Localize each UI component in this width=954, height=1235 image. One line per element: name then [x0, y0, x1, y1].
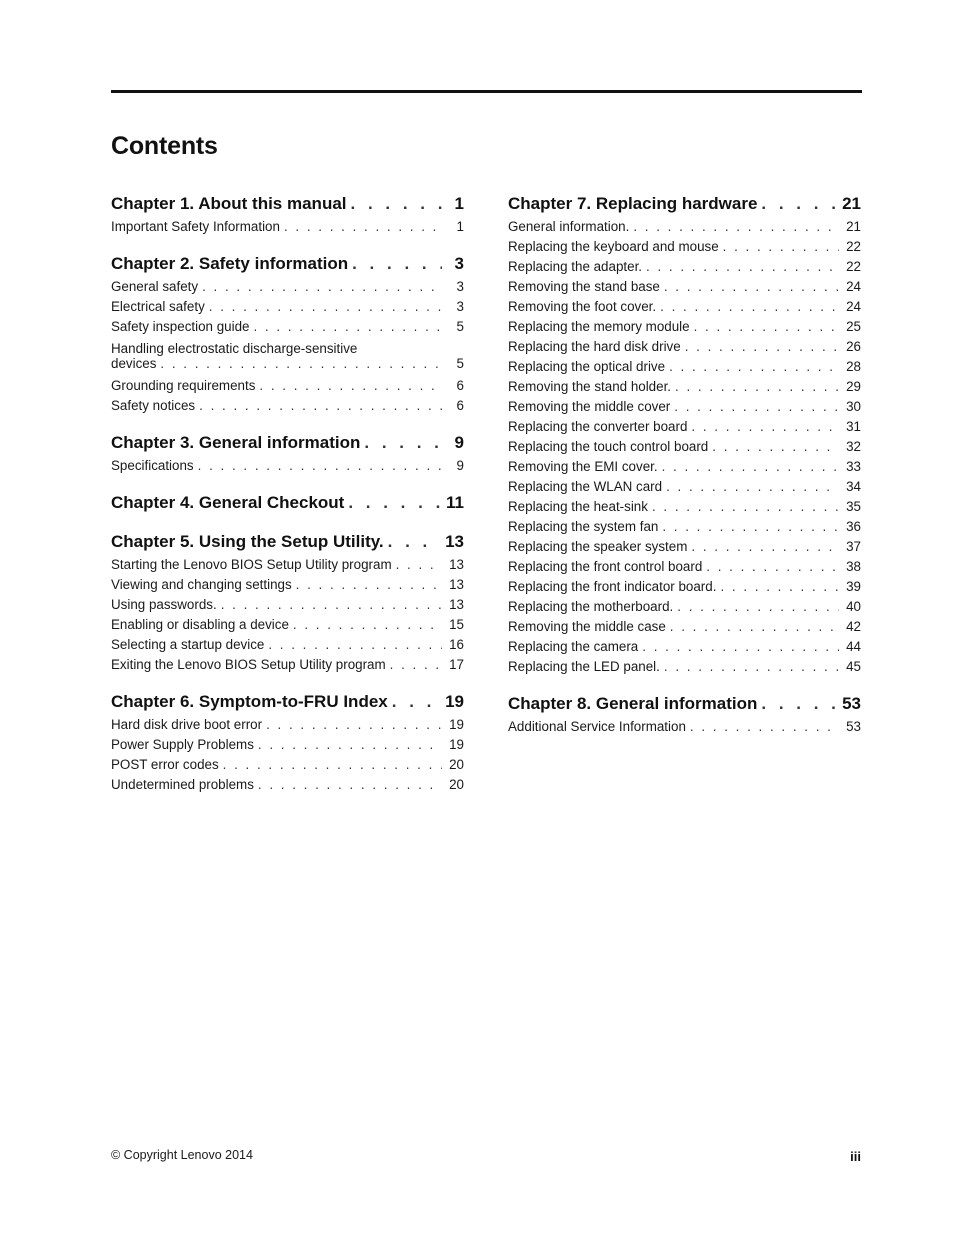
entry-title: Power Supply Problems — [111, 737, 254, 752]
entry-title: Replacing the converter board — [508, 419, 688, 434]
toc-entry-link[interactable] — [508, 657, 861, 677]
chapter-heading-link[interactable] — [111, 252, 464, 276]
entry-title: Replacing the optical drive — [508, 359, 666, 374]
dot-leader — [642, 637, 839, 657]
chapter-page-number: 13 — [445, 532, 464, 551]
entry-title: Using passwords. — [111, 597, 217, 612]
chapter-page-number: 11 — [446, 493, 464, 512]
entry-title: General safety — [111, 279, 199, 294]
dot-leader — [694, 317, 839, 337]
toc-chapter — [508, 192, 861, 677]
toc-entry-link[interactable] — [111, 655, 464, 675]
toc-entry-link[interactable] — [111, 575, 464, 595]
entry-title: Specifications — [111, 458, 194, 473]
dot-leader — [284, 217, 442, 237]
entry-page-number: 19 — [449, 717, 464, 732]
entry-page-number: 13 — [449, 597, 464, 612]
dot-leader — [221, 595, 442, 615]
dot-leader — [202, 277, 442, 297]
toc-entry-link[interactable] — [508, 717, 861, 737]
footer-copyright: © Copyright Lenovo 2014 — [111, 1148, 253, 1162]
entry-page-number: 5 — [456, 356, 464, 371]
entry-title: Enabling or disabling a device — [111, 617, 289, 632]
dot-leader — [348, 491, 442, 515]
entry-title: Starting the Lenovo BIOS Setup Utility program — [111, 557, 392, 572]
chapter-heading-link[interactable] — [508, 192, 861, 216]
dot-leader — [670, 617, 839, 637]
toc-entry-link[interactable] — [508, 457, 861, 477]
toc-entry-link[interactable] — [508, 577, 861, 597]
dot-leader — [296, 575, 442, 595]
entry-title: Electrical safety — [111, 299, 205, 314]
entry-title: Important Safety Information — [111, 219, 280, 234]
dot-leader — [392, 690, 441, 714]
toc-chapter — [508, 692, 861, 737]
toc-entry-link[interactable] — [111, 615, 464, 635]
toc-entry-link[interactable] — [111, 595, 464, 615]
entry-title: devices — [111, 356, 157, 371]
dot-leader — [390, 655, 442, 675]
chapter-title: Chapter 4. General Checkout — [111, 493, 345, 512]
dot-leader — [690, 717, 839, 737]
entry-title: Removing the foot cover. — [508, 299, 657, 314]
entry-title: Replacing the heat-sink — [508, 499, 648, 514]
dot-leader — [664, 657, 839, 677]
entry-title: Removing the EMI cover. — [508, 459, 658, 474]
entry-page-number: 40 — [846, 599, 861, 614]
entry-title: Replacing the hard disk drive — [508, 339, 681, 354]
entry-page-number: 20 — [449, 777, 464, 792]
chapter-title: Chapter 6. Symptom-to-FRU Index — [111, 692, 388, 711]
entry-page-number: 42 — [846, 619, 861, 634]
dot-leader — [268, 635, 442, 655]
entry-page-number: 29 — [846, 379, 861, 394]
page-title: Contents — [111, 132, 218, 160]
entry-title: Replacing the WLAN card — [508, 479, 663, 494]
dot-leader — [352, 252, 442, 276]
entry-title: Additional Service Information — [508, 719, 686, 734]
toc-entry-link[interactable] — [111, 217, 464, 237]
toc-entry-link[interactable] — [508, 337, 861, 357]
entry-page-number: 6 — [456, 378, 464, 393]
toc-entry-link[interactable] — [508, 537, 861, 557]
chapter-page-number: 9 — [454, 433, 464, 452]
dot-leader — [761, 192, 838, 216]
toc-entry-link[interactable] — [508, 437, 861, 457]
dot-leader — [259, 376, 442, 396]
entry-page-number: 17 — [449, 657, 464, 672]
entry-page-number: 45 — [846, 659, 861, 674]
entry-title: Removing the middle cover — [508, 399, 671, 414]
entry-page-number: 13 — [449, 577, 464, 592]
toc-entry-link[interactable] — [111, 376, 464, 396]
entry-title: Replacing the front indicator board. — [508, 579, 717, 594]
dot-leader — [662, 457, 839, 477]
entry-title: Selecting a startup device — [111, 637, 265, 652]
entry-page-number: 22 — [846, 259, 861, 274]
entry-page-number: 39 — [846, 579, 861, 594]
entry-title: Removing the stand base — [508, 279, 660, 294]
dot-leader — [664, 277, 839, 297]
dot-leader — [685, 337, 839, 357]
entry-title: Replacing the memory module — [508, 319, 690, 334]
entry-page-number: 26 — [846, 339, 861, 354]
dot-leader — [677, 597, 839, 617]
toc-entry-link[interactable] — [508, 617, 861, 637]
dot-leader — [160, 356, 442, 371]
dot-leader — [662, 517, 839, 537]
dot-leader — [258, 775, 442, 795]
entry-page-number: 44 — [846, 639, 861, 654]
entry-title: General information. — [508, 219, 630, 234]
entry-title: Removing the stand holder. — [508, 379, 672, 394]
toc-entry-link[interactable] — [508, 317, 861, 337]
entry-page-number: 37 — [846, 539, 861, 554]
entry-page-number: 20 — [449, 757, 464, 772]
toc-entry-link[interactable] — [508, 557, 861, 577]
footer-page-number: iii — [850, 1149, 861, 1164]
entry-page-number: 31 — [846, 419, 861, 434]
dot-leader — [666, 477, 839, 497]
chapter-heading-link[interactable] — [111, 690, 464, 714]
entry-page-number: 19 — [449, 737, 464, 752]
toc-entry-link[interactable] — [111, 341, 464, 376]
dot-leader — [364, 431, 442, 455]
dot-leader — [720, 577, 839, 597]
entry-page-number: 28 — [846, 359, 861, 374]
toc-entry-link[interactable] — [508, 297, 861, 317]
dot-leader — [761, 692, 838, 716]
entry-page-number: 32 — [846, 439, 861, 454]
chapter-title: Chapter 7. Replacing hardware — [508, 194, 758, 213]
dot-leader — [396, 555, 442, 575]
dot-leader — [633, 217, 839, 237]
entry-title: Replacing the speaker system — [508, 539, 688, 554]
toc-entry-link[interactable] — [508, 497, 861, 517]
chapter-title: Chapter 3. General information — [111, 433, 361, 452]
entry-title: Replacing the system fan — [508, 519, 659, 534]
header-rule — [111, 90, 862, 93]
entry-title: Viewing and changing settings — [111, 577, 292, 592]
dot-leader — [675, 377, 839, 397]
entry-title: Safety notices — [111, 398, 196, 413]
chapter-heading-link[interactable] — [111, 491, 464, 515]
toc-entry-link[interactable] — [508, 237, 861, 257]
dot-leader — [660, 297, 839, 317]
entry-page-number: 9 — [456, 458, 464, 473]
entry-page-number: 38 — [846, 559, 861, 574]
entry-title: Replacing the keyboard and mouse — [508, 239, 719, 254]
dot-leader — [712, 437, 839, 457]
dot-leader — [691, 417, 839, 437]
toc-chapter — [111, 431, 464, 476]
dot-leader — [199, 396, 442, 416]
dot-leader — [223, 755, 442, 775]
entry-page-number: 30 — [846, 399, 861, 414]
toc-entry-link[interactable] — [508, 637, 861, 657]
toc-left-column — [111, 192, 464, 796]
toc-chapter — [111, 491, 464, 515]
entry-title: Hard disk drive boot error — [111, 717, 263, 732]
chapter-heading-link[interactable] — [111, 530, 464, 554]
dot-leader — [674, 397, 839, 417]
entry-page-number: 34 — [846, 479, 861, 494]
entry-title: Removing the middle case — [508, 619, 666, 634]
dot-leader — [209, 297, 442, 317]
toc-entry-link[interactable] — [508, 417, 861, 437]
entry-page-number: 24 — [846, 299, 861, 314]
entry-title: Replacing the front control board — [508, 559, 703, 574]
toc-entry-link[interactable] — [111, 635, 464, 655]
toc-chapter — [111, 690, 464, 795]
dot-leader — [723, 237, 839, 257]
entry-page-number: 22 — [846, 239, 861, 254]
entry-page-number: 35 — [846, 499, 861, 514]
entry-page-number: 16 — [449, 637, 464, 652]
chapter-title: Chapter 5. Using the Setup Utility. — [111, 532, 384, 551]
entry-page-number: 5 — [456, 319, 464, 334]
toc-entry-link[interactable] — [508, 517, 861, 537]
dot-leader — [646, 257, 839, 277]
chapter-title: Chapter 8. General information — [508, 694, 758, 713]
entry-page-number: 13 — [449, 557, 464, 572]
dot-leader — [293, 615, 442, 635]
chapter-heading-link[interactable] — [508, 692, 861, 716]
entry-page-number: 21 — [846, 219, 861, 234]
entry-page-number: 3 — [456, 299, 464, 314]
entry-page-number: 6 — [456, 398, 464, 413]
toc-entry-link[interactable] — [111, 317, 464, 337]
entry-title: Safety inspection guide — [111, 319, 250, 334]
toc-chapter — [111, 530, 464, 675]
chapter-heading-link[interactable] — [111, 431, 464, 455]
dot-leader — [388, 530, 441, 554]
toc-entry-link[interactable] — [111, 297, 464, 317]
toc-entry-link[interactable] — [111, 715, 464, 735]
toc-entry-link[interactable] — [508, 597, 861, 617]
entry-title: Replacing the camera — [508, 639, 639, 654]
chapter-page-number: 3 — [454, 254, 464, 273]
dot-leader — [258, 735, 442, 755]
toc-entry-link[interactable] — [508, 217, 861, 237]
entry-title: Replacing the LED panel. — [508, 659, 660, 674]
entry-page-number: 15 — [449, 617, 464, 632]
dot-leader — [198, 456, 442, 476]
entry-page-number: 1 — [456, 219, 464, 234]
toc-entry-link[interactable] — [111, 277, 464, 297]
dot-leader — [652, 497, 839, 517]
toc-entry-link[interactable] — [111, 775, 464, 795]
chapter-title: Chapter 1. About this manual — [111, 194, 347, 213]
toc-entry-link[interactable] — [111, 755, 464, 775]
entry-title: Replacing the adapter. — [508, 259, 643, 274]
entry-title: Replacing the motherboard. — [508, 599, 674, 614]
chapter-title: Chapter 2. Safety information — [111, 254, 349, 273]
entry-page-number: 36 — [846, 519, 861, 534]
chapter-heading-link[interactable] — [111, 192, 464, 216]
entry-title: Grounding requirements — [111, 378, 256, 393]
dot-leader — [266, 715, 442, 735]
entry-page-number: 3 — [456, 279, 464, 294]
toc-chapter — [111, 252, 464, 416]
toc-entry-link[interactable] — [508, 277, 861, 297]
dot-leader — [253, 317, 442, 337]
chapter-page-number: 1 — [454, 194, 464, 213]
toc-entry-link[interactable] — [508, 357, 861, 377]
toc-chapter — [111, 192, 464, 237]
toc-entry-link[interactable] — [508, 397, 861, 417]
entry-page-number: 25 — [846, 319, 861, 334]
entry-title: Undetermined problems — [111, 777, 254, 792]
toc-entry-link[interactable] — [508, 257, 861, 277]
dot-leader — [351, 192, 442, 216]
toc-entry-link[interactable] — [508, 377, 861, 397]
dot-leader — [691, 537, 839, 557]
toc-entry-link[interactable] — [111, 735, 464, 755]
entry-page-number: 53 — [846, 719, 861, 734]
entry-title-line: Handling electrostatic discharge-sensitive — [111, 341, 358, 356]
dot-leader — [706, 557, 839, 577]
entry-title: Exiting the Lenovo BIOS Setup Utility program — [111, 657, 386, 672]
toc-entry-link[interactable] — [111, 456, 464, 476]
dot-leader — [669, 357, 839, 377]
toc-entry-link[interactable] — [111, 396, 464, 416]
entry-title: POST error codes — [111, 757, 219, 772]
chapter-page-number: 21 — [842, 194, 861, 213]
entry-page-number: 24 — [846, 279, 861, 294]
entry-page-number: 33 — [846, 459, 861, 474]
chapter-page-number: 53 — [842, 694, 861, 713]
entry-title: Replacing the touch control board — [508, 439, 709, 454]
toc-entry-link[interactable] — [508, 477, 861, 497]
toc-right-column — [508, 192, 861, 738]
chapter-page-number: 19 — [445, 692, 464, 711]
toc-entry-link[interactable] — [111, 555, 464, 575]
